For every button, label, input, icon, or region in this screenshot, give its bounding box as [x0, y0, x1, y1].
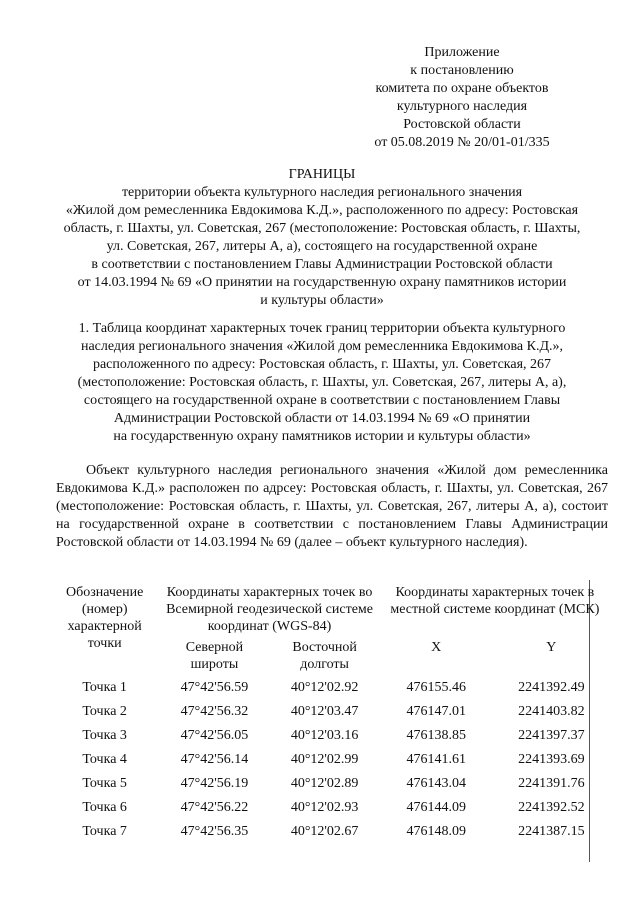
table-row — [50, 723, 610, 747]
appendix-line: Ростовской области — [403, 117, 521, 132]
document-title-block — [44, 166, 600, 310]
header-point: Обозначение (номер) характерной точки — [65, 585, 144, 651]
cell-name: Точка 2 — [82, 703, 127, 719]
cell-lon: 40°12'02.67 — [290, 823, 359, 839]
cell-name: Точка 1 — [82, 679, 127, 695]
table-row — [50, 675, 610, 699]
table-row — [50, 699, 610, 723]
title-line: в соответствии с постановлением Главы Администрации Ростовской области — [91, 257, 553, 272]
header-msk: Координаты характерных точек в местной системе координат (МСК) — [390, 585, 600, 617]
cell-y: 2241397.37 — [518, 727, 585, 743]
header-lat: Северной широты — [185, 640, 244, 672]
cell-lat: 47°42'56.19 — [180, 775, 249, 791]
cell-lat: 47°42'56.14 — [180, 751, 249, 767]
cell-lon: 40°12'02.99 — [290, 751, 359, 767]
cell-y: 2241392.52 — [518, 799, 585, 815]
appendix-line: культурного наследия — [396, 99, 528, 114]
cell-x: 476143.04 — [406, 775, 466, 791]
cell-name: Точка 4 — [82, 751, 127, 767]
cell-name: Точка 6 — [82, 799, 127, 815]
cell-lat: 47°42'56.32 — [180, 703, 249, 719]
table-row — [50, 771, 610, 795]
section-line: Администрации Ростовской области от 14.03.1994 № 69 «О принятии — [113, 411, 531, 426]
cell-lon: 40°12'02.93 — [290, 799, 359, 815]
section-line: состоящего на государственной охране в соответствии с постановлением Главы — [83, 393, 561, 408]
cell-name: Точка 5 — [82, 775, 127, 791]
coordinates-table — [50, 582, 610, 843]
table-header-row — [50, 582, 610, 637]
appendix-line: к постановлению — [410, 63, 514, 78]
cell-lat: 47°42'56.05 — [180, 727, 249, 743]
cell-lat: 47°42'56.35 — [180, 823, 249, 839]
table-row — [50, 795, 610, 819]
cell-x: 476148.09 — [406, 823, 466, 839]
title-line: территории объекта культурного наследия регионального значения — [121, 185, 523, 200]
header-wgs: Координаты характерных точек во Всемирной геодезической системе координат (WGS-84) — [166, 585, 373, 634]
cell-y: 2241393.69 — [518, 751, 585, 767]
cell-lon: 40°12'02.89 — [290, 775, 359, 791]
header-y: Y — [546, 640, 557, 655]
section-line: наследия регионального значения «Жилой дом ремесленника Евдокимова К.Д.», — [80, 339, 564, 354]
section-line: 1. Таблица координат характерных точек границ территории объекта культурного — [78, 321, 566, 336]
cell-lon: 40°12'03.47 — [290, 703, 359, 719]
cell-x: 476147.01 — [406, 703, 466, 719]
cell-y: 2241387.15 — [518, 823, 585, 839]
cell-name: Точка 3 — [82, 727, 127, 743]
title-line: ул. Советская, 267, литеры А, а), состоящего на государственной охране — [106, 239, 538, 254]
section-line: на государственную охрану памятников истории и культуры области» — [113, 429, 531, 444]
appendix-line: Приложение — [424, 45, 500, 60]
body-paragraph: Объект культурного наследия регионального значения «Жилой дом ремесленника Евдокимова К.Д.» расположен по адрсeу: Ростовская область, г. Шахты, ул. Советская, 267 (местоположение: Ростовская область, г. Шахты, ул. Советская, 267, литеры А, а), состоит на государственной охране в соответствии с постановлением Главы Администрации Ростовской области от 14.03.1994 № 69 (далее – объект культурного наследия). — [56, 463, 608, 550]
title-line: «Жилой дом ремесленника Евдокимова К.Д.», расположенного по адресу: Ростовская — [65, 203, 579, 218]
cell-name: Точка 7 — [82, 823, 127, 839]
cell-y: 2241403.82 — [518, 703, 585, 719]
section-heading — [44, 320, 600, 446]
appendix-block — [332, 44, 592, 152]
appendix-line: комитета по охране объектов — [375, 81, 549, 96]
cell-x: 476138.85 — [406, 727, 466, 743]
table-row — [50, 819, 610, 843]
header-x: X — [431, 640, 442, 655]
table-row — [50, 747, 610, 771]
cell-y: 2241392.49 — [518, 679, 585, 695]
title-line: от 14.03.1994 № 69 «О принятии на государственную охрану памятников истории — [77, 275, 567, 290]
section-line: (местоположение: Ростовская область, г. Шахты, ул. Советская, 267, литеры А, а), — [77, 375, 567, 390]
appendix-line: от 05.08.2019 № 20/01-01/335 — [374, 135, 550, 150]
section-line: расположенного по адресу: Ростовская область, г. Шахты, ул. Советская, 267 — [92, 357, 552, 372]
cell-y: 2241391.76 — [518, 775, 585, 791]
cell-lon: 40°12'02.92 — [290, 679, 359, 695]
title-line: и культуры области» — [260, 293, 384, 308]
cell-x: 476144.09 — [406, 799, 466, 815]
header-lon: Восточной долготы — [292, 640, 357, 672]
document-title: ГРАНИЦЫ — [288, 167, 356, 182]
cell-x: 476155.46 — [406, 679, 466, 695]
cell-x: 476141.61 — [406, 751, 466, 767]
cell-lat: 47°42'56.59 — [180, 679, 249, 695]
cell-lon: 40°12'03.16 — [290, 727, 359, 743]
cell-lat: 47°42'56.22 — [180, 799, 249, 815]
title-line: область, г. Шахты, ул. Советская, 267 (местоположение: Ростовская область, г. Шахты, — [63, 221, 581, 236]
